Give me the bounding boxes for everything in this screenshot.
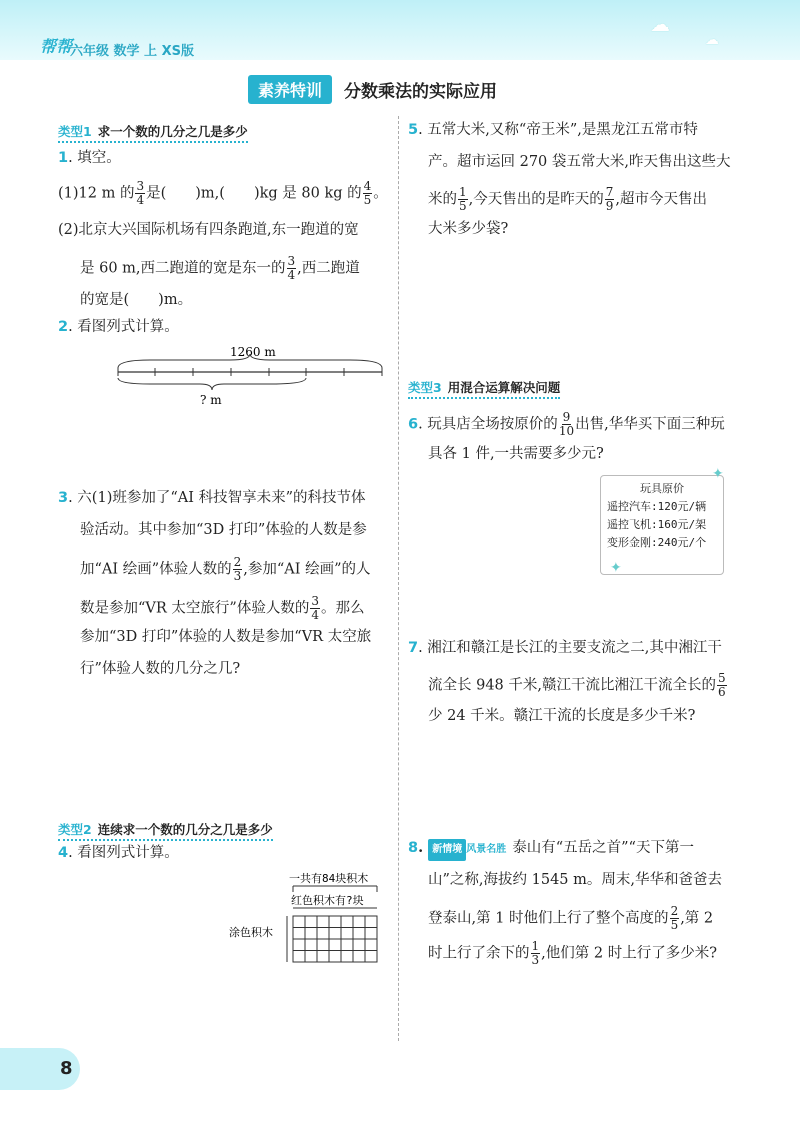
question-number: 3: [58, 490, 69, 506]
title-main: 分数乘法的实际应用: [344, 81, 498, 102]
question-1-part-2-line-1: (2)北京大兴国际机场有四条跑道,东一跑道的宽: [58, 222, 359, 238]
question-number: 5: [408, 122, 419, 138]
question-number: 2: [58, 319, 69, 335]
question-5-line-1: [408, 120, 698, 140]
question-stem: . 看图列式计算。: [68, 319, 179, 335]
question-stem: . 看图列式计算。: [68, 845, 179, 861]
type-heading-3: [408, 378, 560, 399]
diagram-bottom-label: ? m: [200, 393, 222, 407]
question-1: [58, 148, 121, 168]
text: 米的: [428, 191, 457, 208]
denominator: 5: [459, 199, 467, 213]
text: . 五常大米,又称“帝王米”,是黑龙江五常市特: [418, 122, 698, 138]
text: . 玩具店全场按原价的: [418, 416, 558, 433]
numerator: 2: [670, 904, 679, 918]
fraction: [717, 672, 727, 699]
question-3-line-1: [58, 488, 365, 508]
denominator: 4: [311, 608, 319, 622]
type-tag: 类型2: [58, 822, 92, 837]
question-number: 6: [408, 416, 419, 433]
question-1-part-2-line-3: 的宽是( )m。: [80, 292, 193, 308]
block-grid-diagram: [225, 868, 395, 968]
question-1-part-1: [58, 180, 388, 207]
question-number: 4: [58, 845, 69, 861]
numerator: 1: [531, 939, 540, 953]
question-2: [58, 317, 179, 337]
numerator: 3: [311, 594, 319, 608]
numerator: 9: [562, 410, 571, 424]
denominator: 9: [605, 199, 614, 213]
star-icon: ✦: [712, 466, 724, 482]
price-item: 遥控飞机:160元/架: [607, 518, 707, 531]
denominator: 4: [136, 193, 145, 207]
question-number: 8: [408, 840, 419, 856]
price-card-title: 玩具原价: [640, 482, 684, 495]
type-tag: 类型3: [408, 380, 442, 395]
question-3-line-5: 参加“3D 打印”体验的人数是参加“VR 太空旅: [80, 629, 372, 645]
fraction: [670, 905, 680, 932]
text: 数是参加“VR 太空旅行”体验人数的: [80, 600, 310, 617]
question-5-line-2: 产。超市运回 270 袋五常大米,昨天售出这些大: [428, 154, 731, 170]
type-text: 用混合运算解决问题: [447, 380, 561, 395]
denominator: 5: [670, 918, 679, 932]
text: 流全长 948 千米,赣江干流比湘江干流全长的: [428, 677, 717, 694]
question-8-line-1: 8. 新情境 风景名胜 泰山有“五岳之首”“天下第一: [408, 838, 694, 861]
numerator: 4: [363, 179, 372, 193]
star-icon: ✦: [610, 560, 622, 576]
numerator: 3: [136, 179, 145, 193]
text: ,参加“AI 绘画”的人: [243, 561, 371, 578]
denominator: 6: [718, 685, 726, 699]
text: ,他们第 2 时上行了多少米?: [541, 945, 717, 962]
cloud-icon: ☁: [705, 32, 719, 48]
text: . 六(1)班参加了“AI 科技智享未来”的科技节体: [68, 490, 366, 506]
numerator: 2: [233, 555, 242, 569]
question-7-line-3: 少 24 千米。赣江干流的长度是多少千米?: [428, 708, 696, 724]
type-tag: 类型1: [58, 124, 92, 139]
brand-logo: 帮帮: [40, 37, 73, 56]
cloud-icon: ☁: [650, 12, 670, 36]
type-text: 求一个数的几分之几是多少: [97, 124, 248, 139]
text: (1)12 m 的: [58, 185, 135, 202]
question-3-line-3: [80, 556, 371, 583]
diagram2-side-label: 涂色积木: [229, 926, 273, 939]
question-3-line-4: [80, 595, 364, 622]
price-item: 变形金刚:240元/个: [607, 536, 707, 549]
text: ,超市今天售出: [615, 191, 707, 208]
numerator: 5: [718, 671, 726, 685]
numerator: 1: [459, 185, 467, 199]
text: ,今天售出的是昨天的: [468, 191, 604, 208]
question-3-line-6: 行”体验人数的几分之几?: [80, 661, 241, 677]
text: 。那么: [320, 600, 365, 617]
badge-new-context: 新情境: [428, 839, 466, 861]
fraction: [287, 255, 297, 282]
type-text: 连续求一个数的几分之几是多少: [97, 822, 273, 837]
text: 时上行了余下的: [428, 945, 530, 962]
text: 登泰山,第 1 时他们上行了整个高度的: [428, 910, 669, 927]
text: . 湘江和赣江是长江的主要支流之二,其中湘江干: [418, 640, 722, 656]
page-number-tab: [0, 1048, 80, 1090]
question-7-line-1: [408, 638, 722, 658]
text: ,第 2: [680, 910, 714, 927]
fraction: [233, 556, 243, 583]
title-tag: 素养特训: [248, 75, 332, 104]
question-8-line-4: [428, 940, 717, 967]
question-4: [58, 843, 179, 863]
text: 是( )m,( )kg 是 80 kg 的: [146, 185, 362, 202]
text: 是 60 m,西二跑道的宽是东一的: [80, 260, 286, 277]
text: 出售,华华买下面三种玩: [575, 416, 725, 433]
question-8-line-2: 山”之称,海拔约 1545 m。周末,华华和爸爸去: [428, 872, 722, 888]
question-8-line-3: [428, 905, 713, 932]
denominator: 10: [558, 424, 575, 438]
text: 泰山有“五岳之首”“天下第一: [512, 840, 694, 856]
denominator: 3: [233, 569, 242, 583]
diagram2-mid-label: 红色积木有?块: [291, 894, 364, 907]
fraction: [363, 180, 373, 207]
fraction: [559, 411, 574, 438]
numerator: 7: [605, 185, 614, 199]
type-heading-2: [58, 820, 273, 841]
denominator: 5: [363, 193, 372, 207]
text: ,西二跑道: [297, 260, 360, 277]
diagram2-top-label: 一共有84块积木: [289, 872, 369, 885]
question-3-line-2: 验活动。其中参加“3D 打印”体验的人数是参: [80, 522, 367, 538]
column-divider: [398, 116, 399, 1041]
question-5-line-4: 大米多少袋?: [428, 221, 509, 237]
question-5-line-3: [428, 186, 707, 213]
question-7-line-2: [428, 672, 728, 699]
fraction: [458, 186, 468, 213]
denominator: 4: [287, 268, 296, 282]
badge-scenic: 风景名胜: [466, 844, 507, 855]
type-heading-1: [58, 122, 248, 143]
segment-diagram: [110, 340, 390, 410]
question-stem: . 填空。: [68, 150, 121, 166]
header-subtitle: 六年级 数学 上 XS版: [70, 44, 194, 59]
price-item: 遥控汽车:120元/辆: [607, 500, 707, 513]
fraction: [135, 180, 145, 207]
question-number: 7: [408, 640, 419, 656]
question-6-line-1: [408, 411, 725, 438]
text: 加“AI 绘画”体验人数的: [80, 561, 232, 578]
numerator: 3: [287, 254, 296, 268]
question-1-part-2-line-2: [80, 255, 360, 282]
fraction: [310, 595, 320, 622]
question-number: 1: [58, 150, 69, 166]
denominator: 3: [531, 953, 540, 967]
page-title: [248, 76, 497, 102]
page-number: 8: [60, 1058, 73, 1079]
diagram-top-label: 1260 m: [230, 345, 276, 359]
question-6-line-2: 具各 1 件,一共需要多少元?: [428, 446, 604, 462]
fraction: [605, 186, 615, 213]
fraction: [531, 940, 541, 967]
text: 。: [373, 185, 388, 202]
